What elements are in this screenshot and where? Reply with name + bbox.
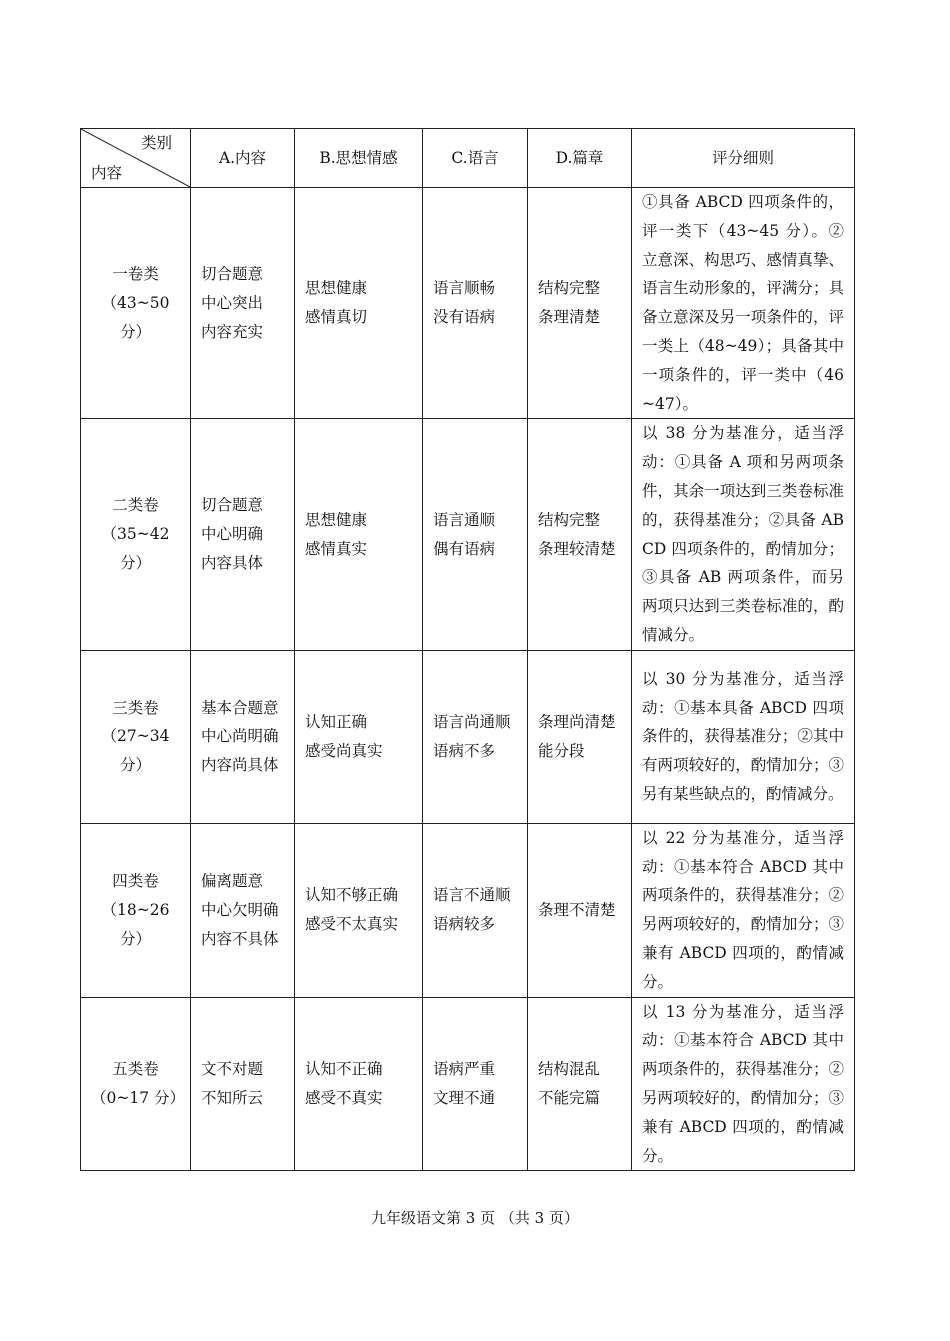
category-label: 类别 [140, 134, 172, 152]
cell-text-line: 四类卷 [112, 871, 159, 890]
cell-text-line: 结构完整 [538, 510, 601, 529]
cell-text-line: 语言通顺 [433, 510, 496, 529]
cell-text-line: 文不对题 [201, 1060, 264, 1079]
cell-text-line: （27~34 分） [101, 727, 170, 775]
scoring-rules-cell: ①具备 ABCD 四项条件的，评一类下（43~45 分）。②立意深、构思巧、感情真挚、语言生动形象的，评满分；具备立意深及另一项条件的，评一类上（48~49）；具备其中一项条件的，评一类中（46~47）。 [632, 188, 855, 419]
cell-text-line: 没有语病 [433, 308, 496, 327]
header-col-d: D.篇章 [528, 129, 632, 188]
cell-text-line: 二类卷 [112, 496, 159, 515]
cell-text-line: 结构完整 [538, 279, 601, 298]
cell-text-line: 偏离题意 [201, 871, 264, 890]
structure-cell [528, 650, 632, 823]
cell-text-line: 能分段 [538, 741, 585, 760]
grade-cell [81, 419, 191, 650]
cell-text-line: 不知所云 [201, 1088, 264, 1107]
scoring-rules-cell: 以 22 分为基准分，适当浮动：①基本符合 ABCD 其中两项条件的，获得基准分；②另两项较好的，酌情加分；③兼有 ABCD 四项的，酌情减分。 [632, 823, 855, 997]
cell-text-line: 感受尚真实 [305, 741, 383, 760]
cell-text-line: 感受不真实 [305, 1088, 383, 1107]
table-header-row [81, 129, 855, 188]
cell-text-line: 语病严重 [433, 1060, 496, 1079]
grade-cell [81, 997, 191, 1171]
cell-text-line: （18~26 分） [101, 900, 170, 948]
cell-text-line: 语言不通顺 [433, 886, 511, 905]
cell-text-line: 中心尚明确 [201, 727, 279, 746]
cell-text-line: 内容不具体 [201, 929, 279, 948]
header-col-rules: 评分细则 [632, 129, 855, 188]
cell-text-line: 认知不够正确 [305, 886, 399, 905]
cell-text-line: 条理不清楚 [538, 900, 616, 919]
content-cell [191, 823, 295, 997]
structure-cell [528, 188, 632, 419]
cell-text-line: 内容充实 [201, 322, 264, 341]
table-row [81, 650, 855, 823]
content-label: 内容 [91, 164, 123, 182]
cell-text-line: 认知正确 [305, 712, 368, 731]
table-row [81, 997, 855, 1171]
thought-cell [295, 823, 423, 997]
cell-text-line: 语言尚通顺 [433, 712, 511, 731]
header-col-b: B.思想情感 [295, 129, 423, 188]
structure-cell [528, 419, 632, 650]
header-col-c: C.语言 [423, 129, 528, 188]
content-cell [191, 419, 295, 650]
cell-text-line: 条理尚清楚 [538, 712, 616, 731]
language-cell [423, 188, 528, 419]
content-cell [191, 997, 295, 1171]
table-row [81, 419, 855, 650]
scoring-rules-cell: 以 38 分为基准分，适当浮动：①具备 A 项和另两项条件，其余一项达到三类卷标准的，获得基准分；②具备 ABCD 四项条件的，酌情加分；③具备 AB 两项条件，而另两项只达到三类卷标准的，酌情减分。 [632, 419, 855, 650]
thought-cell [295, 419, 423, 650]
grade-cell [81, 650, 191, 823]
cell-text-line: 思想健康 [305, 279, 368, 298]
thought-cell [295, 650, 423, 823]
grade-cell [81, 188, 191, 419]
language-cell [423, 823, 528, 997]
cell-text-line: 语病不多 [433, 741, 496, 760]
cell-text-line: 内容尚具体 [201, 756, 279, 775]
cell-text-line: 中心突出 [201, 293, 264, 312]
cell-text-line: 切合题意 [201, 264, 264, 283]
cell-text-line: 条理较清楚 [538, 539, 616, 558]
grade-cell [81, 823, 191, 997]
cell-text-line: （43~50 分） [101, 293, 170, 341]
cell-text-line: 基本合题意 [201, 698, 279, 717]
cell-text-line: 条理清楚 [538, 308, 601, 327]
header-col-a: A.内容 [191, 129, 295, 188]
cell-text-line: 三类卷 [112, 698, 159, 717]
thought-cell [295, 188, 423, 419]
cell-text-line: 中心欠明确 [201, 900, 279, 919]
cell-text-line: 文理不通 [433, 1088, 496, 1107]
cell-text-line: （0~17 分） [91, 1088, 185, 1107]
cell-text-line: 感情真实 [305, 539, 368, 558]
language-cell [423, 997, 528, 1171]
scoring-rules-cell: 以 30 分为基准分，适当浮动：①基本具备 ABCD 四项条件的，获得基准分；②其中有两项较好的，酌情加分；③另有某些缺点的，酌情减分。 [632, 650, 855, 823]
cell-text-line: 语病较多 [433, 915, 496, 934]
structure-cell [528, 823, 632, 997]
language-cell [423, 650, 528, 823]
cell-text-line: 思想健康 [305, 510, 368, 529]
content-cell [191, 188, 295, 419]
thought-cell [295, 997, 423, 1171]
table-row [81, 823, 855, 997]
cell-text-line: 切合题意 [201, 496, 264, 515]
cell-text-line: 语言顺畅 [433, 279, 496, 298]
cell-text-line: 中心明确 [201, 525, 264, 544]
content-cell [191, 650, 295, 823]
table-row [81, 188, 855, 419]
cell-text-line: 感情真切 [305, 308, 368, 327]
table-body [81, 188, 855, 1171]
cell-text-line: 不能完篇 [538, 1088, 601, 1107]
structure-cell [528, 997, 632, 1171]
page-footer: 九年级语文第 3 页 （共 3 页） [371, 1209, 579, 1227]
language-cell [423, 419, 528, 650]
cell-text-line: 感受不太真实 [305, 915, 399, 934]
scoring-rubric-table [80, 128, 855, 1171]
cell-text-line: 结构混乱 [538, 1060, 601, 1079]
cell-text-line: （35~42 分） [101, 525, 170, 572]
cell-text-line: 认知不正确 [305, 1060, 383, 1079]
diagonal-header-cell [81, 129, 191, 188]
cell-text-line: 一卷类 [112, 264, 159, 283]
scoring-rules-cell: 以 13 分为基准分，适当浮动：①基本符合 ABCD 其中两项条件的，获得基准分；②另两项较好的，酌情加分；③兼有 ABCD 四项的，酌情减分。 [632, 997, 855, 1171]
cell-text-line: 偶有语病 [433, 539, 496, 558]
cell-text-line: 五类卷 [112, 1060, 159, 1079]
cell-text-line: 内容具体 [201, 553, 264, 572]
